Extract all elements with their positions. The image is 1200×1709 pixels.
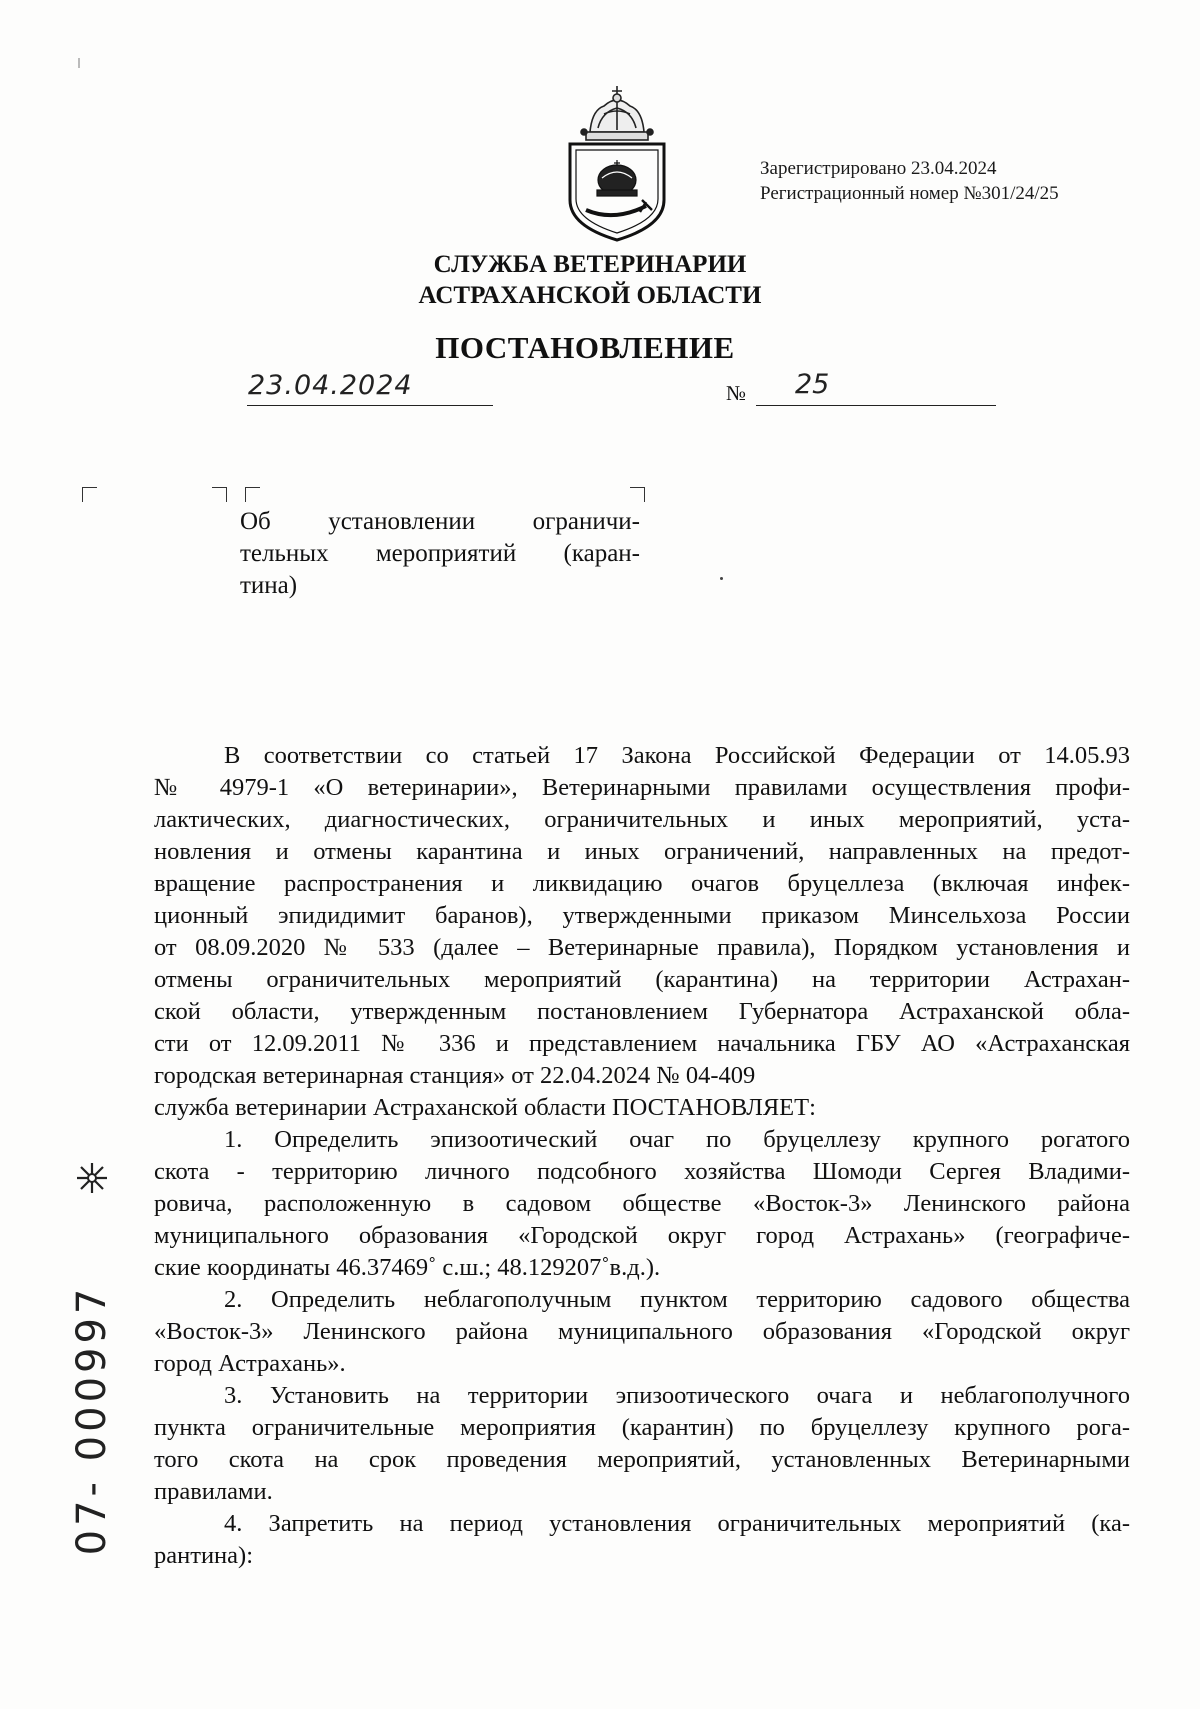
organization-name-line2: АСТРАХАНСКОЙ ОБЛАСТИ — [418, 282, 762, 309]
body-line: служба ветеринарии Астраханской области ПОСТАНОВЛЯЕТ: — [154, 1094, 816, 1121]
handwritten-date: 23.04.2024 — [248, 370, 413, 401]
asterisk-icon — [74, 1160, 110, 1196]
subject-line: тельных мероприятий (каран- — [240, 540, 640, 567]
organization-name-line1: СЛУЖБА ВЕТЕРИНАРИИ — [433, 251, 747, 278]
subject-line: тина) — [240, 572, 298, 599]
body-line: 1. Определить эпизоотический очаг по бруцеллезу крупного рогатого — [224, 1126, 1130, 1153]
body-line: отмены ограничительных мероприятий (карантина) на территории Астрахан- — [154, 966, 1130, 993]
bracket-corner-subject-open — [245, 487, 260, 502]
number-underline — [756, 405, 996, 406]
handwritten-number: 25 — [795, 369, 830, 400]
body-line: новления и отмены карантина и иных ограничений, направленных на предот- — [154, 838, 1130, 865]
margin-registration-stamp — [52, 1120, 132, 1640]
body-line: 4. Запретить на период установления ограничительных мероприятий (ка- — [224, 1510, 1130, 1537]
body-line: пункта ограничительные мероприятия (карантин) по бруцеллезу крупного рога- — [154, 1414, 1130, 1441]
body-line: ровича, расположенную в садовом обществе «Восток-3» Ленинского района — [154, 1190, 1130, 1217]
body-line: муниципального образования «Городской округ город Астрахань» (географиче- — [154, 1222, 1130, 1249]
registration-number: Регистрационный номер №301/24/25 — [760, 183, 1059, 204]
body-line: ской области, утвержденным постановлением Губернатора Астраханской обла- — [154, 998, 1130, 1025]
body-line: В соответствии со статьей 17 Закона Российской Федерации от 14.05.93 — [224, 742, 1130, 769]
body-line: лактических, диагностических, ограничительных и иных мероприятий, уста- — [154, 806, 1130, 833]
body-line: 3. Установить на территории эпизоотического очага и неблагополучного — [224, 1382, 1130, 1409]
document-body — [154, 740, 1130, 1572]
body-line: 2. Определить неблагополучным пунктом территорию садового общества — [224, 1286, 1130, 1313]
body-line: правилами. — [154, 1478, 273, 1505]
document-type-title: ПОСТАНОВЛЕНИЕ — [435, 330, 735, 365]
body-line: сти от 12.09.2011 № 336 и представлением начальника ГБУ АО «Астраханская — [154, 1030, 1130, 1057]
margin-mark — [78, 58, 80, 68]
registration-date: Зарегистрировано 23.04.2024 — [760, 158, 997, 179]
date-underline — [247, 405, 493, 406]
body-line: рантина): — [154, 1542, 254, 1569]
stamp-number: 07- 000997 — [69, 1284, 115, 1556]
body-line: «Восток-3» Ленинского района муниципального образования «Городской округ — [154, 1318, 1130, 1345]
body-line: № 4979-1 «О ветеринарии», Ветеринарными правилами осуществления профи- — [154, 774, 1130, 801]
number-label: № — [726, 381, 747, 405]
body-line: от 08.09.2020 № 533 (далее – Ветеринарные правила), Порядком установления и — [154, 934, 1130, 961]
document-subject — [240, 506, 640, 602]
body-line: городская ветеринарная станция» от 22.04.2024 № 04-409 — [154, 1062, 756, 1089]
bracket-corner-left-close — [212, 487, 227, 502]
body-line: скота - территорию личного подсобного хозяйства Шомоди Сергея Владими- — [154, 1158, 1130, 1185]
coat-of-arms-emblem — [562, 82, 672, 242]
body-line: вращение распространения и ликвидацию очагов бруцеллеза (включая инфек- — [154, 870, 1130, 897]
body-line: ционный эпидидимит баранов), утвержденными приказом Минсельхоза России — [154, 902, 1130, 929]
bracket-corner-left-open — [82, 487, 97, 502]
body-line: ские координаты 46.37469˚ с.ш.; 48.129207˚в.д.). — [154, 1254, 661, 1281]
scan-speck — [720, 577, 723, 580]
body-line: город Астрахань». — [154, 1350, 346, 1377]
bracket-corner-subject-close — [630, 487, 645, 502]
subject-line: Об установлении ограничи- — [240, 508, 640, 535]
body-line: того скота на срок проведения мероприятий, установленных Ветеринарными — [154, 1446, 1130, 1473]
